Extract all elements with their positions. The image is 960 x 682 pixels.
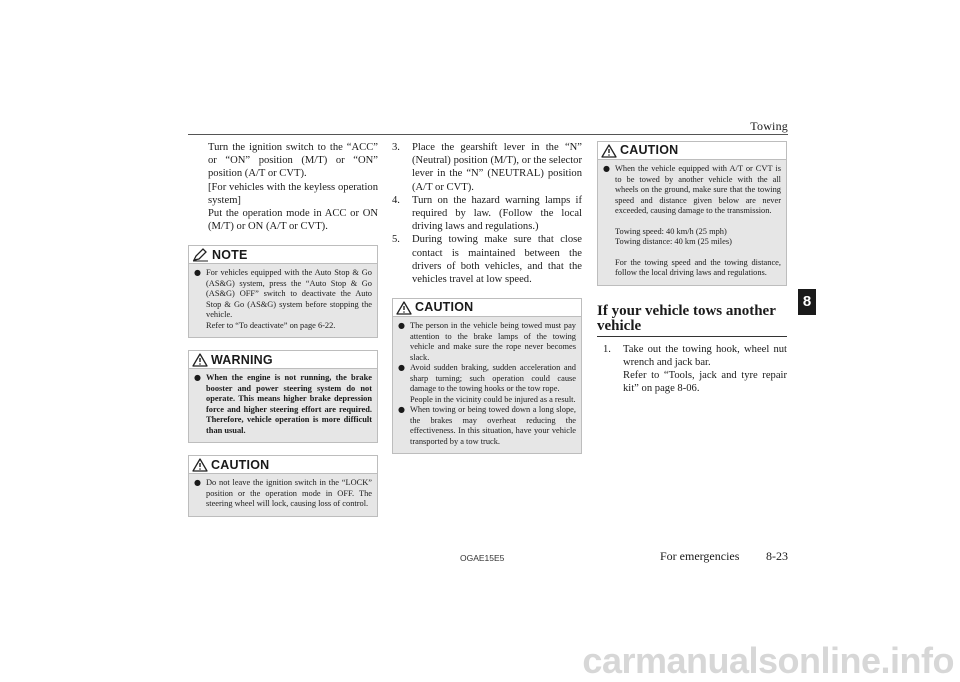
chapter-tab: 8	[798, 289, 816, 315]
paragraph: [For vehicles with the keyless operation system]	[208, 181, 378, 206]
steps-list	[597, 343, 787, 396]
column-1	[188, 141, 378, 517]
step-item	[603, 343, 787, 396]
note-box	[188, 245, 378, 338]
header-rule	[188, 134, 788, 135]
caution-bullet-content	[615, 164, 781, 279]
page-header-title: Towing	[750, 119, 788, 133]
caution-triangle-icon	[396, 301, 412, 315]
note-title: NOTE	[212, 247, 248, 262]
caution-header	[393, 299, 581, 317]
note-bullet	[194, 268, 372, 331]
caution-text: When the vehicle equipped with A/T or CVT is to be towed by another vehicle with the all wheels on the ground, make sure that the towing speed and distance given below are never exceeded, causing damage to the transmission.	[615, 164, 781, 215]
bullet-dot-icon: ●	[194, 478, 201, 488]
caution-text: The person in the vehicle being towed must pay attention to the brake lamps of the towing vehicle and make sure the rope never becomes slack.	[410, 321, 576, 362]
document-code: OGAE15E5	[460, 553, 505, 563]
bullet-dot-icon: ●	[194, 373, 201, 383]
footer-section-name: For emergencies	[660, 549, 740, 563]
paragraph: Turn the ignition switch to the “ACC” or “ON” position (M/T) or “ON” position (A/T or CVT).	[208, 142, 378, 180]
step-number: 3.	[392, 142, 400, 153]
section-heading: If your vehicle tows another vehicle	[597, 304, 787, 337]
page-number: 8-23	[766, 549, 788, 563]
column-2	[392, 141, 582, 454]
caution-text: When towing or being towed down a long slope, the brakes may overheat reducing the effectiveness. In this situation, have your vehicle transported by a tow truck.	[410, 405, 576, 446]
warning-title: WARNING	[211, 352, 273, 367]
step-text: Place the gearshift lever in the “N” (Neutral) position (M/T), or the selector lever in the “N” (NEUTRAL) position (A/T or CVT).	[412, 142, 582, 193]
caution-box	[597, 141, 787, 286]
note-pencil-icon	[192, 248, 209, 262]
bullet-dot-icon: ●	[398, 405, 405, 415]
warning-box	[188, 350, 378, 443]
step-text: During towing make sure that close contact is maintained between the drivers of both vehicles, and that the vehicles travel at low speed.	[412, 234, 582, 286]
bullet-dot-icon: ●	[194, 268, 201, 278]
caution-header	[189, 456, 377, 474]
caution-bullet	[194, 478, 372, 510]
bullet-dot-icon: ●	[603, 164, 610, 173]
towing-speed: Towing speed: 40 km/h (25 mph)	[615, 226, 727, 236]
step-item	[392, 233, 582, 286]
caution-bullet	[398, 321, 576, 363]
steps-list	[392, 141, 582, 286]
step-text: Turn on the hazard warning lamps if required by law. (Follow the local driving laws and regulations.)	[412, 194, 582, 233]
note-header	[189, 246, 377, 264]
step-text: Take out the towing hook, wheel nut wrench and jack bar. Refer to “Tools, jack and tyre repair kit” on page 8-06.	[623, 343, 787, 395]
caution-text: Avoid sudden braking, sudden acceleration and sharp turning; such operation could cause damage to the towing hooks or the tow rope. People in the vicinity could be injured as a result.	[410, 363, 576, 404]
watermark: carmanualsonline.info	[582, 640, 954, 681]
warning-text: When the engine is not running, the brake booster and power steering system do not operate. This means higher brake depression force and higher steering effort are required. Therefore, vehicle operation is more difficult than usual.	[206, 373, 372, 435]
caution-triangle-icon	[192, 458, 208, 472]
caution-box	[188, 455, 378, 517]
step-item	[392, 141, 582, 194]
caution-title: CAUTION	[620, 143, 679, 158]
caution-follow-text: For the towing speed and the towing distance, follow the local driving laws and regulations.	[615, 257, 781, 277]
warning-bullet	[194, 373, 372, 436]
caution-bullet	[603, 164, 781, 279]
step-item	[392, 194, 582, 234]
warning-header	[189, 351, 377, 369]
caution-title: CAUTION	[211, 457, 270, 472]
paragraph: Put the operation mode in ACC or ON (M/T) or ON (A/T or CVT).	[208, 208, 378, 233]
column-3	[597, 141, 787, 395]
caution-bullet	[398, 405, 576, 447]
caution-title: CAUTION	[415, 300, 474, 315]
step-number: 5.	[392, 234, 400, 246]
step-number: 4.	[392, 194, 400, 206]
step-number: 1.	[603, 343, 611, 355]
caution-bullet	[398, 363, 576, 405]
bullet-dot-icon: ●	[398, 321, 405, 331]
note-text: For vehicles equipped with the Auto Stop & Go (AS&G) system, press the “Auto Stop & Go (AS&G) OFF” switch to deactivate the Auto Stop & Go (AS&G) system before stopping the vehicle. Refer to “To deactivate” on page 6-22.	[206, 268, 372, 330]
warning-triangle-icon	[192, 353, 208, 367]
towing-distance: Towing distance: 40 km (25 miles)	[615, 237, 732, 246]
bullet-dot-icon: ●	[398, 363, 405, 373]
caution-text: Do not leave the ignition switch in the “LOCK” position or the operation mode in OFF. The steering wheel will lock, causing loss of control.	[206, 478, 372, 509]
caution-box	[392, 298, 582, 454]
caution-header	[598, 142, 786, 160]
intro-text	[188, 141, 378, 233]
caution-triangle-icon	[601, 144, 617, 158]
